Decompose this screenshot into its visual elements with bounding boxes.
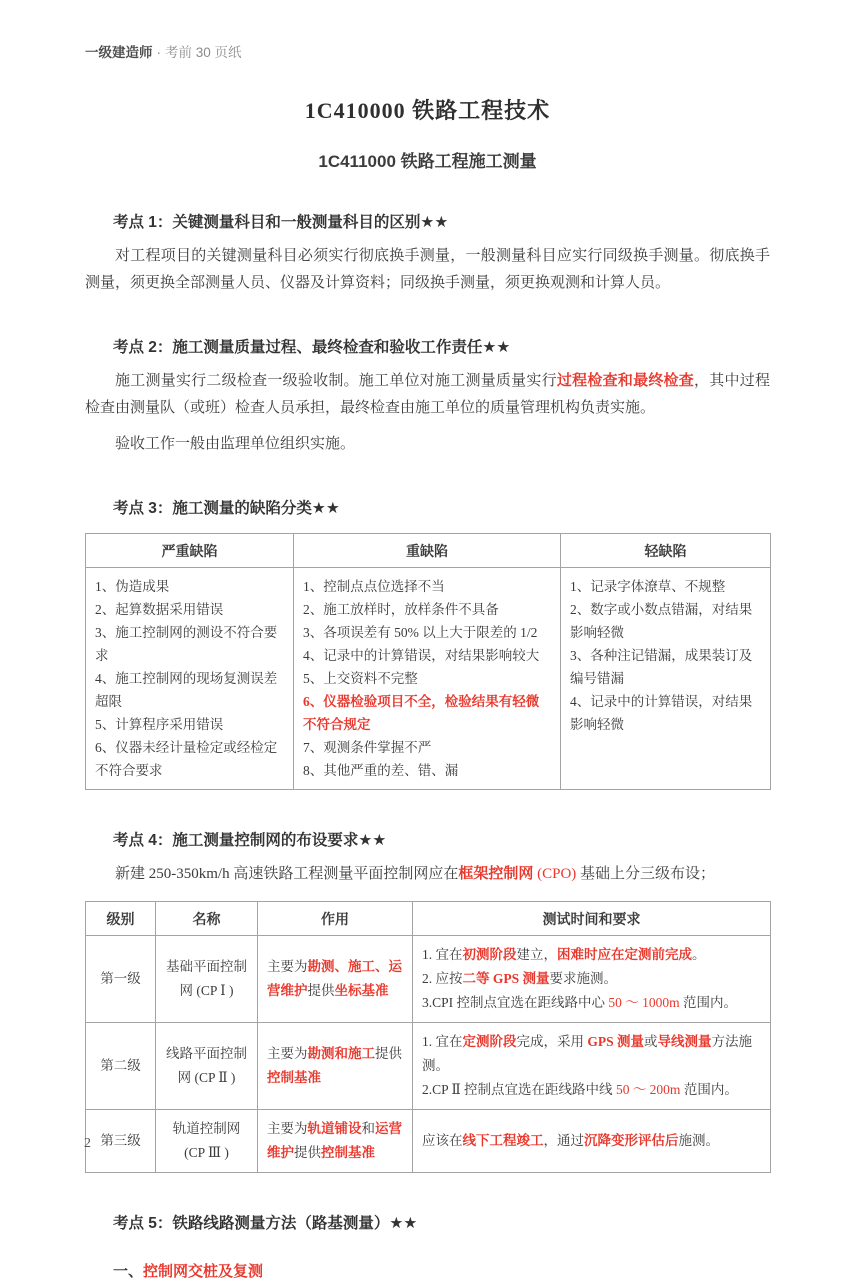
defect-item: 5、计算程序采用错误 [95, 717, 224, 732]
defect-item: 6、仪器检验项目不全，检验结果有轻微不符合规定 [303, 694, 540, 732]
kaodian3-heading: 考点 3：施工测量的缺陷分类★★ [113, 500, 340, 517]
kaodian2-paragraph-2: 验收工作一般由监理单位组织实施。 [115, 436, 356, 452]
dot-separator: · [156, 45, 161, 60]
page-header [85, 44, 770, 62]
defect-item: 3、各项误差有 50% 以上大于限差的 1/2 [303, 625, 538, 640]
defects-table [85, 533, 771, 790]
defect-item: 1、记录字体潦草、不规整 [570, 579, 726, 594]
header-cell-major: 重缺陷 [294, 534, 561, 568]
defect-item: 5、上交资料不完整 [303, 671, 418, 686]
requirement-line: 1. 宜在定测阶段完成，采用 GPS 测量或导线测量方法施测。 [422, 1034, 753, 1073]
kaodian2-paragraph-1: 施工测量实行二级检查一级验收制。施工单位对施工测量质量实行过程检查和最终检查，其中过程检查由测量队（或班）检查人员承担，最终检查由施工单位的质量管理机构负责实施。 [85, 373, 770, 416]
page-number: 2 [84, 1136, 91, 1151]
name-cell: 轨道控制网 (CP Ⅲ ) [156, 1110, 258, 1173]
brand-text: 一级建造师 [85, 45, 153, 60]
cpn-row-3 [86, 1110, 771, 1173]
kaodian5-heading: 考点 5：铁路线路测量方法（路基测量）★★ [113, 1215, 418, 1232]
defect-item: 8、其他严重的差、错、漏 [303, 763, 459, 778]
requirements-cell [413, 936, 771, 1023]
role-cell: 主要为勘测和施工提供控制基准 [258, 1023, 413, 1110]
requirement-line: 1. 宜在初测阶段建立，困难时应在定测前完成。 [422, 947, 706, 962]
requirement-line: 2. 应按二等 GPS 测量要求施测。 [422, 971, 618, 986]
defect-item: 1、伪造成果 [95, 579, 170, 594]
defect-item: 7、观测条件掌握不严 [303, 740, 432, 755]
header-cell-role: 作用 [258, 902, 413, 936]
level-cell: 第一级 [86, 936, 156, 1023]
cpn-header-row [86, 902, 771, 936]
kaodian4-heading: 考点 4：施工测量控制网的布设要求★★ [113, 832, 387, 849]
requirement-line: 应该在线下工程竣工，通过沉降变形评估后施测。 [422, 1133, 719, 1148]
cpn-row-2 [86, 1023, 771, 1110]
level-cell: 第三级 [86, 1110, 156, 1173]
header-cell-requirements: 测试时间和要求 [413, 902, 771, 936]
role-cell: 主要为轨道铺设和运营维护提供控制基准 [258, 1110, 413, 1173]
defect-item: 4、记录中的计算错误，对结果影响轻微 [570, 694, 753, 732]
control-network-table [85, 901, 771, 1173]
kaodian5-subheading: 一、控制网交桩及复测 [113, 1264, 264, 1280]
major-defects-cell [294, 568, 561, 790]
chapter-title: 1C410000 铁路工程技术 [304, 98, 551, 123]
header-cell-severe: 严重缺陷 [86, 534, 294, 568]
header-cell-light: 轻缺陷 [561, 534, 771, 568]
defect-item: 4、施工控制网的现场复测误差超限 [95, 671, 278, 709]
defect-item: 2、施工放样时，放样条件不具备 [303, 602, 499, 617]
section-subtitle: 1C411000 铁路工程施工测量 [318, 152, 537, 171]
defect-item: 3、各种注记错漏，成果装订及编号错漏 [570, 648, 753, 686]
defect-item: 2、数字或小数点错漏，对结果影响轻微 [570, 602, 753, 640]
requirement-line: 2.CP Ⅱ 控制点宜选在距线路中线 50 ～ 200m 范围内。 [422, 1082, 738, 1097]
role-cell: 主要为勘测、施工、运营维护提供坐标基准 [258, 936, 413, 1023]
kaodian1-paragraph: 对工程项目的关键测量科目必须实行彻底换手测量，一般测量科目应实行同级换手测量。彻底换手测量，须更换全部测量人员、仪器及计算资料；同级换手测量，须更换观测和计算人员。 [85, 248, 770, 291]
header-cell-name: 名称 [156, 902, 258, 936]
name-cell: 基础平面控制网 (CP Ⅰ ) [156, 936, 258, 1023]
defect-item: 1、控制点点位选择不当 [303, 579, 445, 594]
cpn-row-1 [86, 936, 771, 1023]
severe-defects-cell [86, 568, 294, 790]
requirement-line: 3.CPI 控制点宜选在距线路中心 50 ～ 1000m 范围内。 [422, 995, 738, 1010]
defect-item: 3、施工控制网的测设不符合要求 [95, 625, 278, 663]
kaodian4-intro: 新建 250-350km/h 高速铁路工程测量平面控制网应在框架控制网 (CPO) 基础上分三级布设； [115, 866, 716, 882]
defect-item: 2、起算数据采用错误 [95, 602, 224, 617]
defects-body-row [86, 568, 771, 790]
level-cell: 第二级 [86, 1023, 156, 1110]
kaodian1-heading: 考点 1：关键测量科目和一般测量科目的区别★★ [113, 214, 449, 231]
requirements-cell [413, 1110, 771, 1173]
header-subtitle: 考前 30 页纸 [165, 45, 242, 60]
defects-header-row [86, 534, 771, 568]
name-cell: 线路平面控制网 (CP Ⅱ ) [156, 1023, 258, 1110]
requirements-cell [413, 1023, 771, 1110]
defect-item: 6、仪器未经计量检定或经检定不符合要求 [95, 740, 278, 778]
header-cell-level: 级别 [86, 902, 156, 936]
kaodian2-heading: 考点 2：施工测量质量过程、最终检查和验收工作责任★★ [113, 339, 511, 356]
light-defects-cell [561, 568, 771, 790]
defect-item: 4、记录中的计算错误，对结果影响较大 [303, 648, 540, 663]
